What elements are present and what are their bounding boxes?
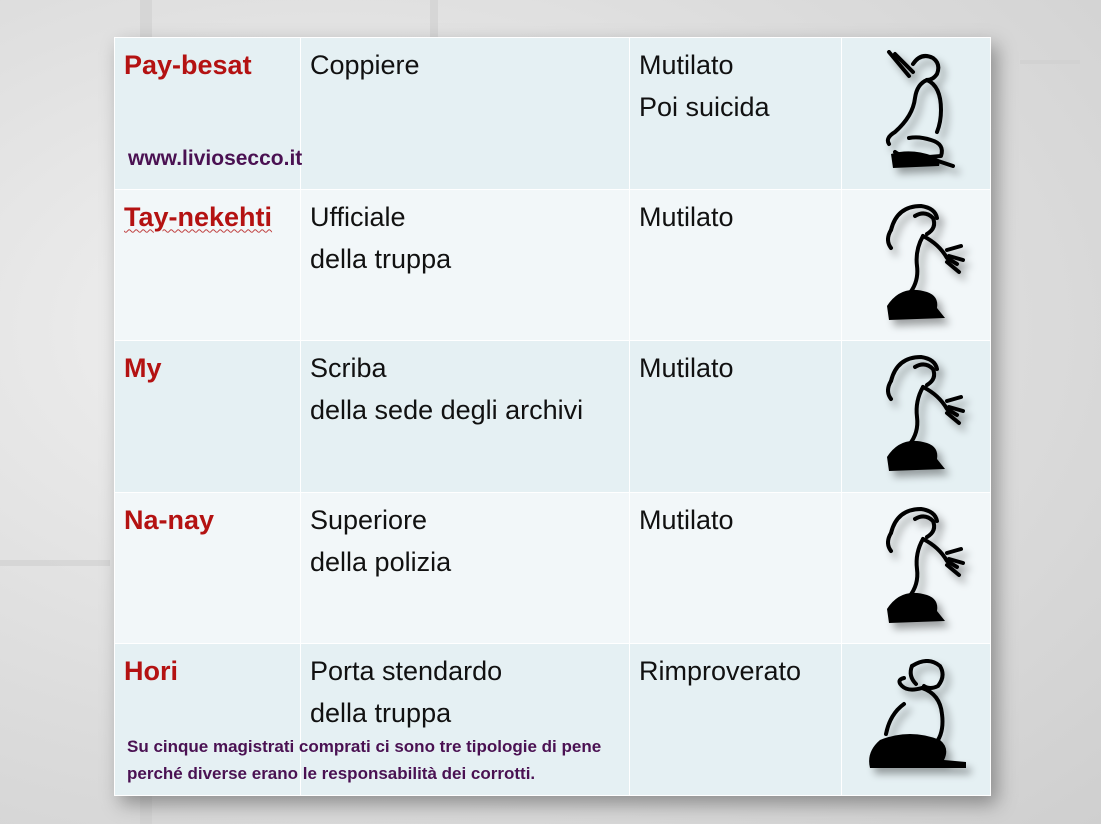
magistrate-name: My	[115, 341, 301, 493]
magistrate-name: Hori	[115, 644, 301, 796]
seated-man-hand-to-mouth-icon	[842, 644, 991, 796]
table-row	[115, 189, 991, 341]
magistrate-role: Superiore della polizia	[301, 492, 630, 644]
magistrate-role: Coppiere	[301, 38, 630, 190]
penalty: Mutilato	[630, 189, 842, 341]
penalty: Mutilato Poi suicida	[630, 38, 842, 190]
bound-kneeling-captive-icon	[842, 189, 991, 341]
bound-kneeling-captive-icon	[842, 341, 991, 493]
penalty: Rimproverato	[630, 644, 842, 796]
kneeling-man-pointing-icon	[842, 38, 991, 190]
footnote: Su cinque magistrati comprati ci sono tre tipologie di pene perché diverse erano le responsabilità dei corrotti.	[127, 737, 602, 783]
table-row	[115, 341, 991, 493]
magistrate-role: Ufficiale della truppa	[301, 189, 630, 341]
magistrate-name: Tay-nekehti	[115, 189, 301, 341]
watermark-url: www.liviosecco.it	[128, 147, 303, 170]
penalty: Mutilato	[630, 341, 842, 493]
magistrate-role: Porta stendardo della truppa	[301, 644, 630, 796]
magistrate-name: Pay-besat	[115, 38, 301, 190]
magistrate-role: Scriba della sede degli archivi	[301, 341, 630, 493]
penalty: Mutilato	[630, 492, 842, 644]
bound-kneeling-captive-icon	[842, 492, 991, 644]
magistrate-name: Na-nay	[115, 492, 301, 644]
table-row	[115, 492, 991, 644]
